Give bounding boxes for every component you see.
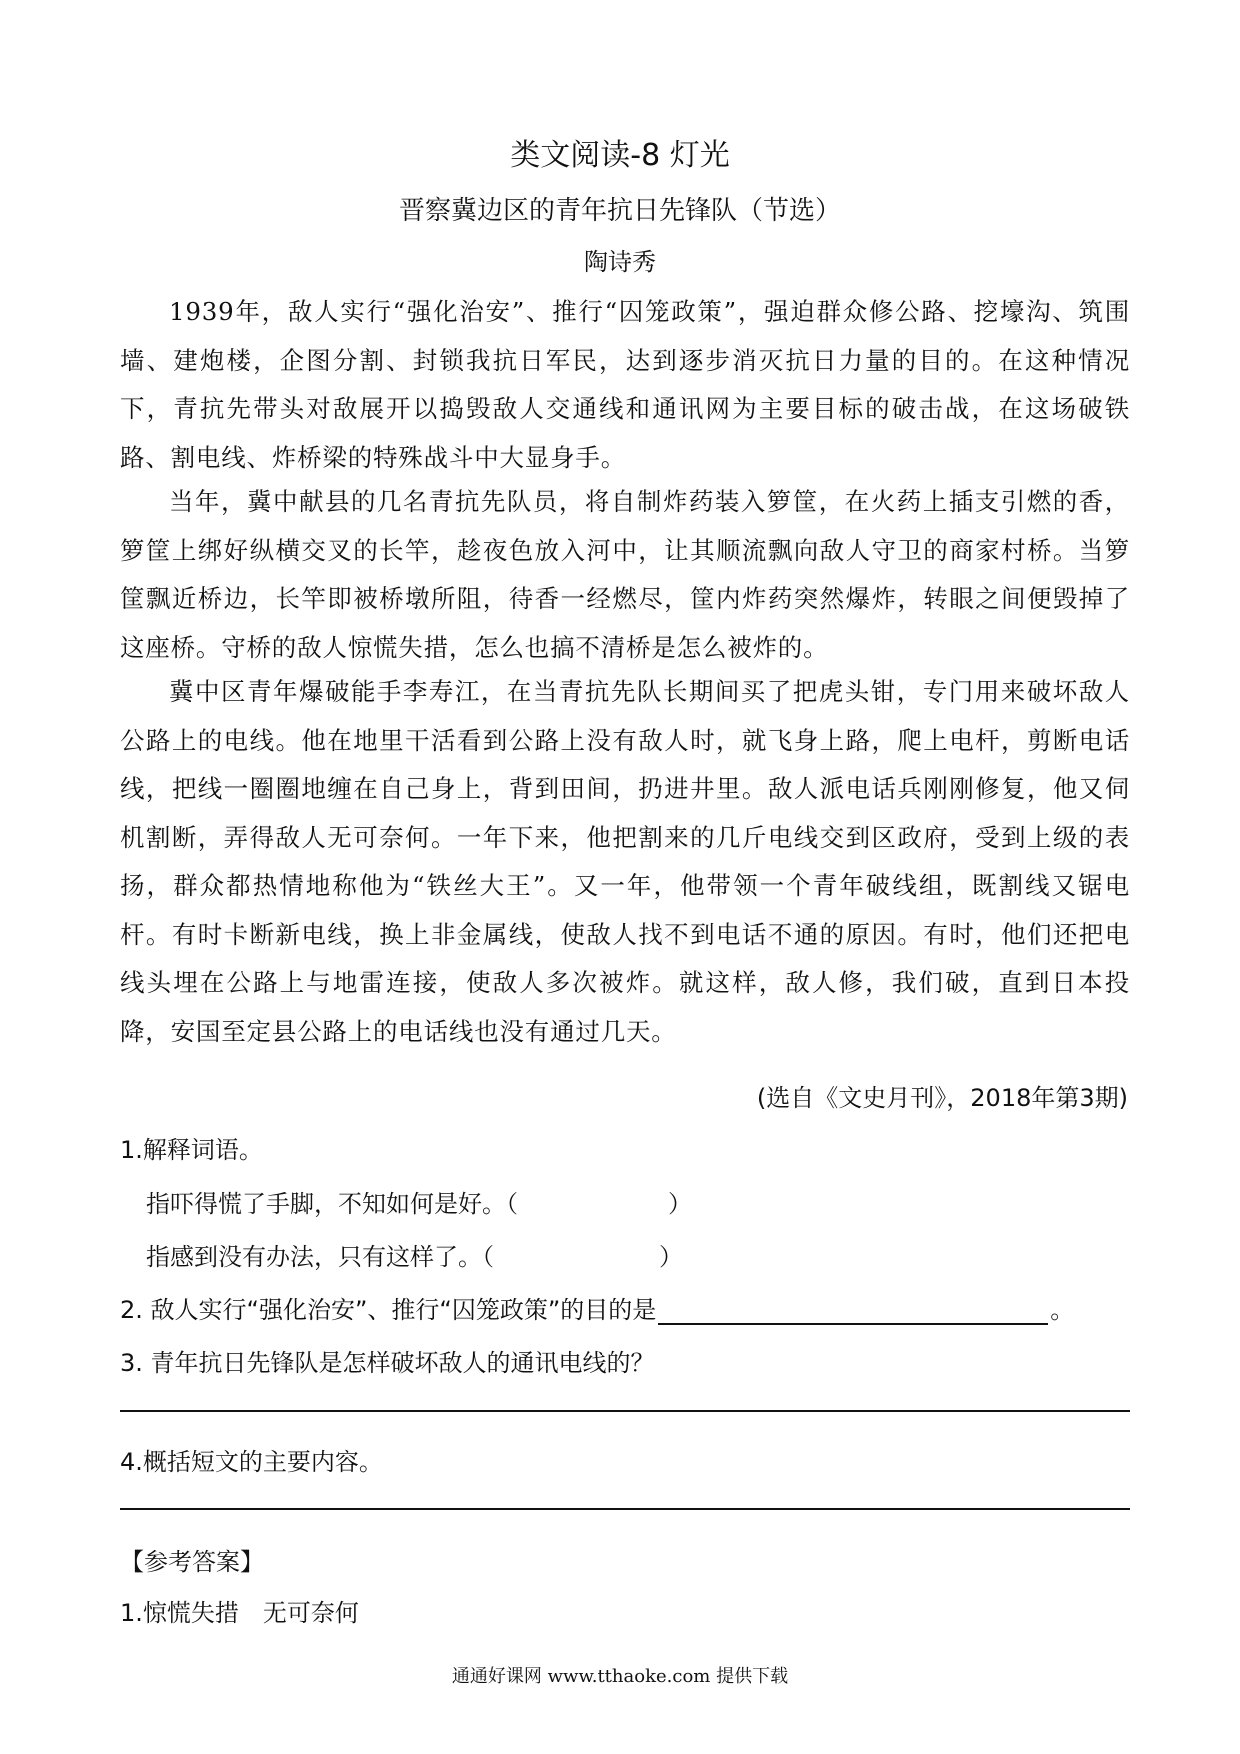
article-title: 晋察冀边区的青年抗日先锋队（节选） [398,196,841,226]
answer-key-heading: 【参考答案】 [120,1548,264,1576]
question-3: 3. 青年抗日先锋队是怎样破坏敌人的通讯电线的？ [120,1349,655,1377]
page-footer: 通通好课网 www.tthaoke.com 提供下载 [451,1666,789,1687]
answer-line-3[interactable] [120,1410,1130,1412]
source-citation: (选自《文史月刊》，2018年第3期) [756,1084,1128,1112]
question-4: 4.概括短文的主要内容。 [120,1448,383,1476]
question-1a-text: 指吓得慌了手脚，不知如何是好。（ [146,1190,518,1218]
page-title: 类文阅读-8 灯光 [510,138,730,173]
question-1b-text: 指感到没有办法，只有这样了。（ [146,1243,494,1271]
article-author: 陶诗秀 [584,248,656,276]
question-1b-close: ） [659,1243,683,1271]
question-1: 1.解释词语。 [120,1136,263,1164]
answer-1: 1.惊慌失措 无可奈何 [120,1599,359,1627]
question-2-text: 2. 敌人实行“强化治安”、推行“囚笼政策”的目的是 [120,1296,657,1324]
paragraph-2: 当年，冀中献县的几名青抗先队员，将自制炸药装入箩筐，在火药上插支引燃的香，箩筐上绑好纵横交叉的长竿，趁夜色放入河中，让其顺流飘向敌人守卫的商家村桥。当箩筐飘近桥边，长竿即被桥墩所阻，待香一经燃尽，筐内炸药突然爆炸，转眼之间便毁掉了这座桥。守桥的敌人惊慌失措，怎么也搞不清桥是怎么被炸的。 [120,487,1130,662]
paragraph-1: 1939年，敌人实行“强化治安”、推行“囚笼政策”，强迫群众修公路、挖壕沟、筑围墙、建炮楼，企图分割、封锁我抗日军民，达到逐步消灭抗日力量的目的。在这种情况下，青抗先带头对敌展开以捣毁敌人交通线和通讯网为主要目标的破击战，在这场破铁路、割电线、炸桥梁的特殊战斗中大显身手。 [120,297,1130,472]
question-1b [146,1237,683,1272]
answer-line-4[interactable] [120,1508,1130,1510]
answer-line-2[interactable] [658,1297,1048,1325]
question-1a [146,1184,692,1219]
question-2 [120,1290,1074,1325]
question-2-end: 。 [1050,1296,1075,1324]
question-1a-close: ） [668,1190,692,1218]
paragraph-3: 冀中区青年爆破能手李寿江，在当青抗先队长期间买了把虎头钳，专门用来破坏敌人公路上的电线。他在地里干活看到公路上没有敌人时，就飞身上路，爬上电杆，剪断电话线，把线一圈圈地缠在自己身上，背到田间，扔进井里。敌人派电话兵刚刚修复，他又伺机割断，弄得敌人无可奈何。一年下来，他把割来的几斤电线交到区政府，受到上级的表扬，群众都热情地称他为“铁丝大王”。又一年，他带领一个青年破线组，既割线又锯电杆。有时卡断新电线，换上非金属线，使敌人找不到电话不通的原因。有时，他们还把电线头埋在公路上与地雷连接，使敌人多次被炸。就这样，敌人修，我们破，直到日本投降，安国至定县公路上的电话线也没有通过几天。 [120,677,1130,1046]
